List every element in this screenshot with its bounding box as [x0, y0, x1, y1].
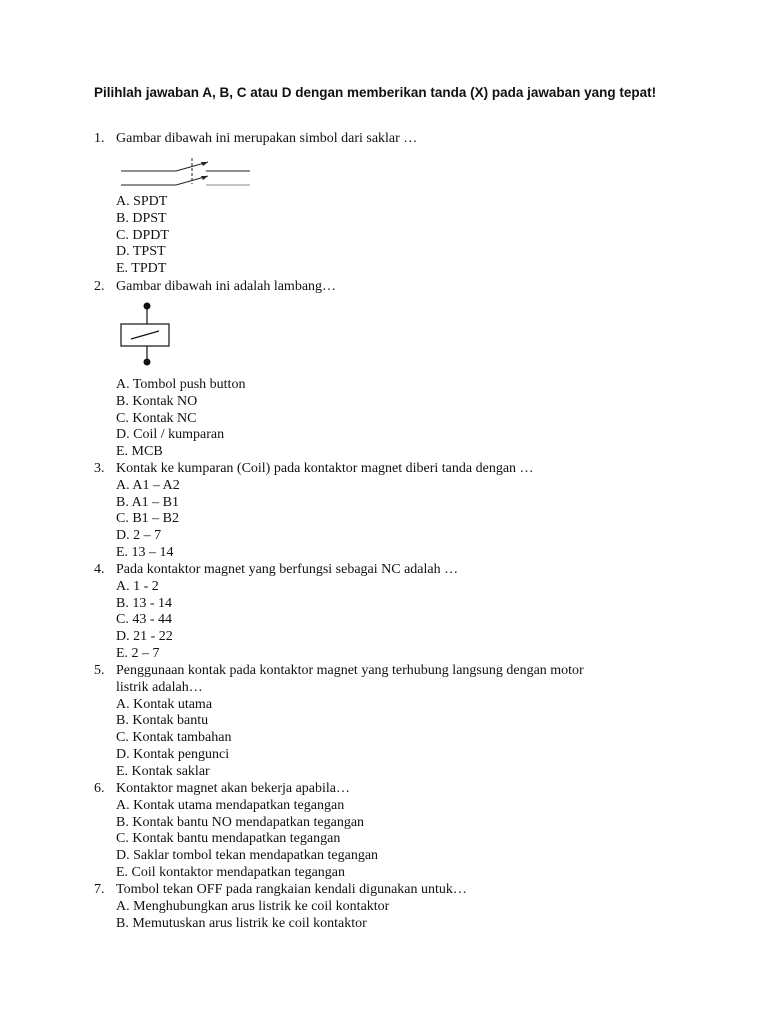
option-e[interactable]: E. Coil kontaktor mendapatkan tegangan — [116, 864, 345, 880]
question-number: 4. — [94, 562, 105, 577]
question-1 — [94, 131, 694, 148]
option-b[interactable]: B. DPST — [116, 210, 167, 226]
option-d[interactable]: D. Kontak pengunci — [116, 746, 230, 762]
question-number: 7. — [94, 882, 105, 897]
option-b[interactable]: B. 13 - 14 — [116, 595, 172, 611]
option-d[interactable]: D. TPST — [116, 244, 166, 260]
question-text: Kontaktor magnet akan bekerja apabila… — [116, 781, 351, 796]
option-c[interactable]: C. B1 – B2 — [116, 511, 180, 527]
option-e[interactable]: E. TPDT — [116, 261, 167, 277]
option-d[interactable]: D. Saklar tombol tekan mendapatkan tegangan — [116, 848, 379, 864]
option-a[interactable]: A. Tombol push button — [116, 377, 246, 392]
question-number: 1. — [94, 131, 105, 146]
option-c[interactable]: C. Kontak NC — [116, 410, 197, 426]
option-e[interactable]: E. 13 – 14 — [116, 544, 174, 560]
option-b[interactable]: B. Kontak NO — [116, 393, 198, 409]
question-6 — [94, 781, 694, 882]
option-e[interactable]: E. MCB — [116, 444, 163, 460]
question-number: 5. — [94, 663, 105, 678]
question-5 — [94, 663, 694, 781]
option-e[interactable]: E. Kontak saklar — [116, 763, 210, 779]
question-3 — [94, 461, 694, 562]
option-a[interactable]: A. Menghubungkan arus listrik ke coil kontaktor — [116, 898, 390, 914]
option-c[interactable]: C. Kontak tambahan — [116, 730, 232, 746]
option-a[interactable]: A. A1 – A2 — [116, 477, 180, 493]
question-2 — [94, 279, 694, 296]
question-text: Pada kontaktor magnet yang berfungsi sebagai NC adalah … — [116, 562, 459, 577]
option-a[interactable]: A. Kontak utama — [116, 696, 213, 712]
option-d[interactable]: D. 2 – 7 — [116, 528, 162, 544]
option-b[interactable]: B. Memutuskan arus listrik ke coil kontaktor — [116, 915, 367, 931]
question-7 — [94, 882, 694, 932]
option-e[interactable]: E. 2 – 7 — [116, 645, 160, 661]
question-text: Tombol tekan OFF pada rangkaian kendali digunakan untuk… — [116, 882, 467, 897]
option-a[interactable]: A. SPDT — [116, 194, 168, 209]
option-a[interactable]: A. Kontak utama mendapatkan tegangan — [116, 797, 345, 813]
instruction-text: Pilihlah jawaban A, B, C atau D dengan memberikan tanda (X) pada jawaban yang tepat! — [94, 85, 657, 100]
dpst-switch-figure — [118, 156, 258, 192]
option-c[interactable]: C. 43 - 44 — [116, 612, 172, 628]
question-text: Gambar dibawah ini merupakan simbol dari saklar … — [116, 131, 418, 146]
option-d[interactable]: D. Coil / kumparan — [116, 427, 225, 443]
question-4 — [94, 562, 694, 663]
question-text-continued: listrik adalah… — [116, 679, 203, 695]
option-b[interactable]: B. A1 – B1 — [116, 494, 180, 510]
option-b[interactable]: B. Kontak bantu — [116, 713, 209, 729]
question-number: 2. — [94, 279, 105, 294]
option-d[interactable]: D. 21 - 22 — [116, 629, 173, 645]
question-text: Penggunaan kontak pada kontaktor magnet yang terhubung langsung dengan motor — [116, 663, 584, 678]
option-c[interactable]: C. DPDT — [116, 227, 169, 243]
option-a[interactable]: A. 1 - 2 — [116, 578, 159, 594]
question-2-options — [94, 377, 694, 461]
question-1-options — [94, 194, 694, 278]
question-text: Gambar dibawah ini adalah lambang… — [116, 279, 337, 294]
question-text: Kontak ke kumparan (Coil) pada kontaktor magnet diberi tanda dengan … — [116, 461, 534, 476]
question-number: 6. — [94, 781, 105, 796]
question-number: 3. — [94, 461, 105, 476]
mcb-symbol-figure — [116, 298, 176, 368]
option-b[interactable]: B. Kontak bantu NO mendapatkan tegangan — [116, 814, 365, 830]
option-c[interactable]: C. Kontak bantu mendapatkan tegangan — [116, 831, 341, 847]
